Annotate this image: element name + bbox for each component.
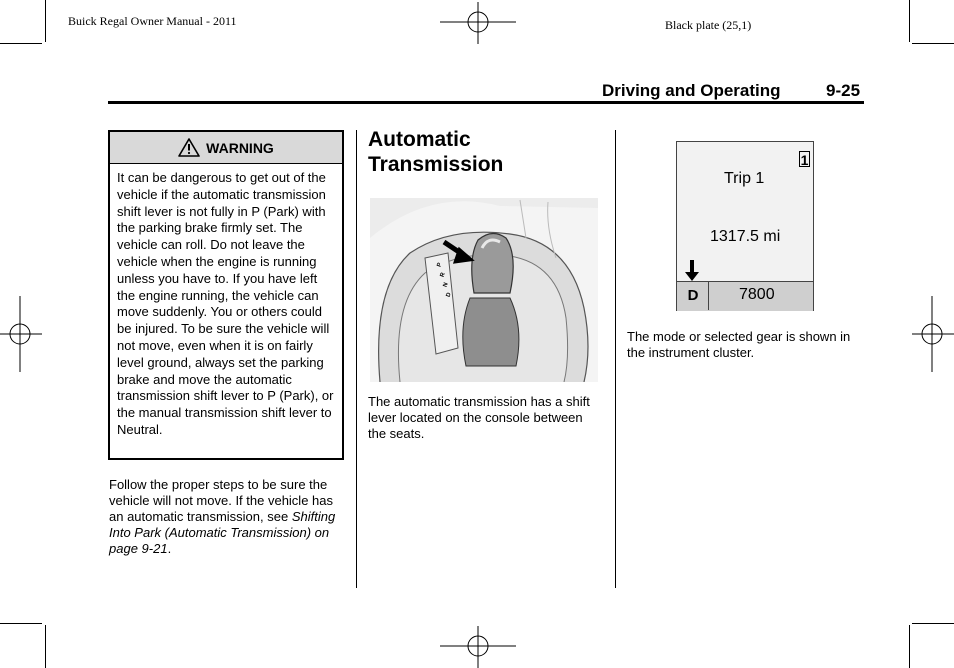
registration-mark-left bbox=[0, 296, 42, 372]
registration-mark-top bbox=[440, 2, 516, 44]
warning-text: It can be dangerous to get out of the vehicle if the automatic transmission shift lever is not fully in P (Park) with the parking brake firmly set. The vehicle can roll. Do not leave the vehicle when the engine is running unless you have to. If you have left the engine running, the vehicle can move suddenly. You or others could be injured. To be sure the vehicle will not move, even when it is on fairly level ground, always set the parking brake and move the automatic transmission shift lever to P (Park), or the manual transmission shift lever to Neutral. bbox=[117, 170, 334, 437]
gear-letter-r: R bbox=[439, 271, 447, 279]
gear-letter-p: P bbox=[436, 262, 444, 268]
crop-mark bbox=[45, 0, 46, 42]
follow-steps-paragraph bbox=[109, 477, 345, 557]
registration-mark-right bbox=[912, 296, 954, 372]
cross-reference-link[interactable]: Shifting Into Park (Automatic Transmission) on page 9-21 bbox=[109, 509, 336, 556]
page-number: 9-25 bbox=[826, 81, 861, 100]
trip-label: Trip 1 bbox=[724, 170, 765, 187]
section-title: Driving and Operating bbox=[602, 81, 781, 100]
page-heading bbox=[368, 127, 503, 177]
crop-mark bbox=[909, 0, 910, 42]
follow-steps-tail: . bbox=[167, 541, 172, 556]
shift-lever-illustration bbox=[370, 198, 598, 382]
crop-mark bbox=[45, 625, 46, 668]
header-rule bbox=[108, 101, 864, 104]
gear-letter-d: D bbox=[445, 291, 453, 299]
registration-mark-bottom bbox=[440, 626, 516, 668]
heading-line-1: Automatic bbox=[368, 128, 471, 151]
gear-letter-n: N bbox=[442, 281, 450, 289]
cluster-caption: The mode or selected gear is shown in the instrument cluster. bbox=[627, 329, 851, 360]
down-arrow-icon bbox=[685, 260, 699, 282]
heading-line-2: Transmission bbox=[368, 153, 504, 176]
crop-mark bbox=[912, 43, 954, 44]
warning-box bbox=[108, 130, 344, 460]
cluster-corner-digit: 1 bbox=[800, 152, 809, 168]
crop-mark bbox=[0, 43, 42, 44]
cluster-display bbox=[676, 141, 814, 311]
crop-mark bbox=[912, 623, 954, 624]
crop-mark bbox=[0, 623, 42, 624]
warning-label: WARNING bbox=[206, 139, 274, 156]
column-divider bbox=[356, 130, 357, 588]
manual-title: Buick Regal Owner Manual - 2011 bbox=[68, 14, 237, 28]
gear-indicator: D bbox=[678, 282, 709, 310]
odometer-value: 7800 bbox=[739, 286, 775, 303]
warning-header bbox=[110, 132, 342, 164]
trip-value: 1317.5 mi bbox=[710, 228, 781, 245]
crop-mark bbox=[909, 625, 910, 668]
plate-label: Black plate (25,1) bbox=[665, 18, 752, 32]
column-divider bbox=[615, 130, 616, 588]
warning-triangle-icon bbox=[178, 138, 200, 157]
follow-steps-text: Follow the proper steps to be sure the vehicle will not move. If the vehicle has an automatic transmission, see bbox=[109, 477, 333, 524]
shift-lever-caption: The automatic transmission has a shift lever located on the console between the seats. bbox=[368, 394, 590, 441]
